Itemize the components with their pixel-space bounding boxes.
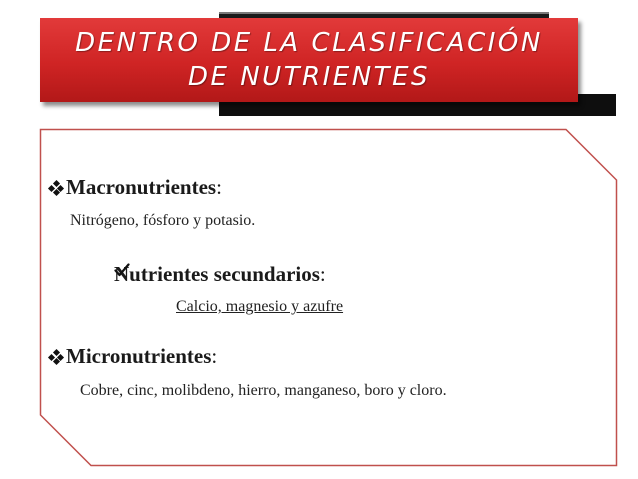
title-line-1: DENTRO DE LA CLASIFICACIÓN bbox=[75, 28, 543, 58]
section-macronutrientes bbox=[49, 175, 222, 200]
section-label: Nutrientes secundarios bbox=[114, 262, 320, 286]
diamond-bullet-icon bbox=[49, 350, 63, 364]
content-card bbox=[39, 128, 618, 467]
title-banner bbox=[40, 18, 578, 102]
section-detail: Cobre, cinc, molibdeno, hierro, manganeso, boro y cloro. bbox=[80, 382, 447, 399]
title-line-2: DE NUTRIENTES bbox=[188, 62, 430, 92]
checkmark-bullet-icon bbox=[114, 262, 130, 278]
section-nutrientes-secundarios bbox=[114, 262, 326, 287]
section-detail: Nitrógeno, fósforo y potasio. bbox=[70, 212, 256, 229]
section-label: Macronutrientes bbox=[66, 175, 217, 199]
section-label: Micronutrientes bbox=[66, 344, 212, 368]
section-punct: : bbox=[216, 175, 222, 199]
section-punct: : bbox=[211, 344, 218, 368]
section-detail: Calcio, magnesio y azufre bbox=[176, 298, 344, 315]
section-micronutrientes bbox=[49, 344, 217, 369]
section-punct: : bbox=[319, 262, 326, 286]
diamond-bullet-icon bbox=[49, 181, 63, 195]
